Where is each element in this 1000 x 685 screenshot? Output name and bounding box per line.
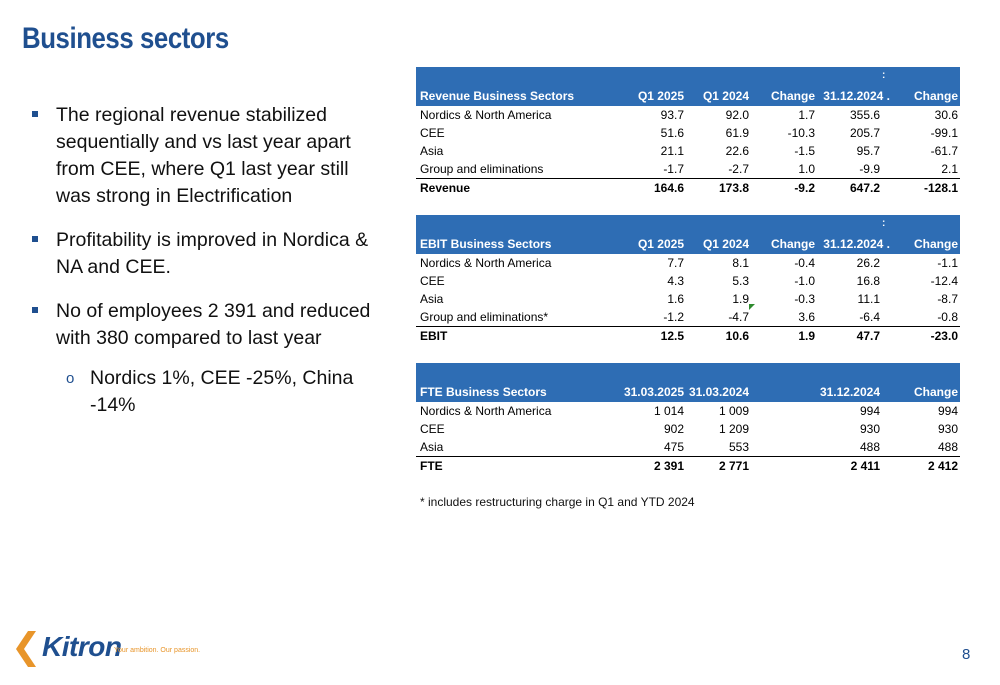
table-cell: -4.7	[728, 310, 749, 324]
table-cell: Asia	[420, 440, 444, 454]
table-total-row	[416, 178, 960, 196]
header-cell: FTE Business Sectors	[420, 385, 547, 399]
table-cell: 2.1	[941, 162, 958, 176]
header-cell: Q1 2024	[702, 237, 749, 251]
table-cell: -0.8	[937, 310, 958, 324]
header-cell: Q1 2025	[637, 89, 684, 103]
table-cell: 2 411	[850, 459, 880, 473]
header-cell: 31.12.2024 .	[823, 237, 890, 251]
header-cell: Change	[770, 89, 815, 103]
table-cell: 1 209	[718, 422, 749, 436]
header-cell: 31.03.2025	[623, 385, 684, 399]
table-cell: -1.2	[663, 310, 684, 324]
table-cell: 92.0	[725, 108, 749, 122]
table-cell: Nordics & North America	[420, 256, 552, 270]
table-cell: 21.1	[660, 144, 684, 158]
comment-marker-icon	[749, 304, 755, 310]
logo-wordmark: Kitron	[42, 631, 122, 662]
table-total-row	[416, 326, 960, 344]
table-cell: 51.6	[660, 126, 684, 140]
revenue-table-header	[416, 67, 960, 106]
table-row	[416, 106, 960, 124]
table-cell: -0.4	[794, 256, 815, 270]
table-cell: -61.7	[930, 144, 958, 158]
table-cell: 2 391	[653, 459, 684, 473]
table-cell: 1.7	[798, 108, 815, 122]
table-cell: 173.8	[718, 181, 749, 195]
ebit-table	[416, 215, 960, 344]
ebit-table-header	[416, 215, 960, 254]
revenue-table	[416, 67, 960, 196]
table-cell: 3.6	[798, 310, 815, 324]
header-cell: 31.03.2024	[688, 385, 749, 399]
bullet-item	[28, 298, 378, 352]
table-cell: 93.7	[660, 108, 684, 122]
fte-table	[416, 363, 960, 474]
table-cell: 902	[663, 422, 684, 436]
table-cell: 647.2	[849, 181, 880, 195]
fte-table-header	[416, 363, 960, 402]
footnote: * includes restructuring charge in Q1 and YTD 2024	[420, 495, 695, 509]
bullet-list	[28, 102, 378, 419]
table-cell: 994	[937, 404, 958, 418]
table-cell: -1.7	[663, 162, 684, 176]
table-cell: 2 771	[718, 459, 749, 473]
table-cell: EBIT	[420, 329, 448, 343]
table-cell: 47.7	[856, 329, 880, 343]
header-cell: EBIT Business Sectors	[420, 237, 552, 251]
header-dot: :	[882, 70, 886, 81]
header-cell: Change	[913, 89, 958, 103]
table-cell: -1.5	[794, 144, 815, 158]
table-cell: 5.3	[732, 274, 749, 288]
table-cell: 1 009	[718, 404, 749, 418]
table-cell: 1.9	[798, 329, 815, 343]
table-cell: -2.7	[728, 162, 749, 176]
header-cell: Q1 2024	[702, 89, 749, 103]
table-cell: -23.0	[930, 329, 958, 343]
table-cell: 30.6	[934, 108, 958, 122]
table-cell: 95.7	[856, 144, 880, 158]
square-bullet-icon	[32, 236, 38, 242]
table-total-row	[416, 456, 960, 474]
table-cell: -0.3	[794, 292, 815, 306]
table-cell: 22.6	[725, 144, 749, 158]
table-cell: 205.7	[849, 126, 880, 140]
bullet-text: No of employees 2 391 and reduced with 380 compared to last year	[56, 300, 371, 349]
table-row	[416, 438, 960, 456]
table-cell: -10.3	[787, 126, 815, 140]
table-cell: 7.7	[667, 256, 684, 270]
table-row	[416, 290, 960, 308]
bullet-text: Profitability is improved in Nordica & NA and CEE.	[56, 229, 369, 278]
page-number: 8	[962, 646, 971, 663]
table-cell: 1.9	[732, 292, 749, 306]
table-cell: Nordics & North America	[420, 108, 552, 122]
table-cell: CEE	[420, 274, 445, 288]
table-cell: -1.1	[937, 256, 958, 270]
table-cell: 488	[859, 440, 880, 454]
table-row	[416, 124, 960, 142]
table-row	[416, 420, 960, 438]
table-cell: 10.6	[725, 329, 749, 343]
table-row	[416, 254, 960, 272]
table-cell: -6.4	[859, 310, 880, 324]
table-cell: 2 412	[927, 459, 958, 473]
circle-bullet-icon: o	[66, 370, 75, 387]
table-cell: Asia	[420, 144, 444, 158]
table-cell: 16.8	[856, 274, 880, 288]
header-cell: Change	[770, 237, 815, 251]
table-cell: Revenue	[420, 181, 471, 195]
square-bullet-icon	[32, 111, 38, 117]
table-cell: CEE	[420, 126, 445, 140]
company-logo	[14, 629, 204, 669]
table-cell: -99.1	[930, 126, 958, 140]
table-cell: Group and eliminations	[420, 162, 544, 176]
table-cell: Asia	[420, 292, 444, 306]
table-cell: Group and eliminations*	[420, 310, 549, 324]
table-row	[416, 142, 960, 160]
header-cell: Change	[913, 237, 958, 251]
bullet-item	[28, 102, 378, 210]
table-cell: 475	[663, 440, 684, 454]
table-cell: FTE	[420, 459, 443, 473]
header-cell: Revenue Business Sectors	[420, 89, 575, 103]
table-cell: -12.4	[930, 274, 958, 288]
table-cell: 488	[937, 440, 958, 454]
table-cell: -9.9	[859, 162, 880, 176]
table-cell: 994	[859, 404, 880, 418]
table-cell: 1.6	[667, 292, 684, 306]
sub-bullet-text: Nordics 1%, CEE -25%, China -14%	[90, 367, 354, 416]
sub-bullet-item	[28, 365, 378, 419]
table-cell: -8.7	[937, 292, 958, 306]
table-cell: 12.5	[660, 329, 684, 343]
table-cell: 1 014	[653, 404, 684, 418]
table-cell: 164.6	[653, 181, 684, 195]
table-cell: 4.3	[667, 274, 684, 288]
table-row	[416, 308, 960, 326]
table-cell: 355.6	[849, 108, 880, 122]
header-cell: 31.12.2024 .	[823, 89, 890, 103]
table-cell: Nordics & North America	[420, 404, 552, 418]
kitron-k-icon	[14, 631, 42, 667]
bullet-item	[28, 227, 378, 281]
header-cell: 31.12.2024	[819, 385, 880, 399]
table-cell: -1.0	[794, 274, 815, 288]
table-cell: 930	[937, 422, 958, 436]
header-dot: :	[882, 218, 886, 229]
page-title: Business sectors	[22, 22, 229, 55]
table-cell: -9.2	[794, 181, 815, 195]
logo-tagline: Your ambition. Our passion.	[114, 647, 201, 654]
table-row	[416, 272, 960, 290]
table-row	[416, 402, 960, 420]
header-cell: Change	[913, 385, 958, 399]
table-cell: 930	[859, 422, 880, 436]
table-cell: 61.9	[725, 126, 749, 140]
table-cell: 11.1	[857, 292, 880, 306]
square-bullet-icon	[32, 307, 38, 313]
table-cell: -128.1	[923, 181, 958, 195]
table-cell: CEE	[420, 422, 445, 436]
table-cell: 26.2	[856, 256, 880, 270]
table-cell: 8.1	[732, 256, 749, 270]
table-cell: 1.0	[798, 162, 815, 176]
table-cell: 553	[728, 440, 749, 454]
bullet-text: The regional revenue stabilized sequentially and vs last year apart from CEE, where Q1 last year still was strong in Electrification	[56, 104, 351, 207]
table-row	[416, 160, 960, 178]
header-cell: Q1 2025	[637, 237, 684, 251]
